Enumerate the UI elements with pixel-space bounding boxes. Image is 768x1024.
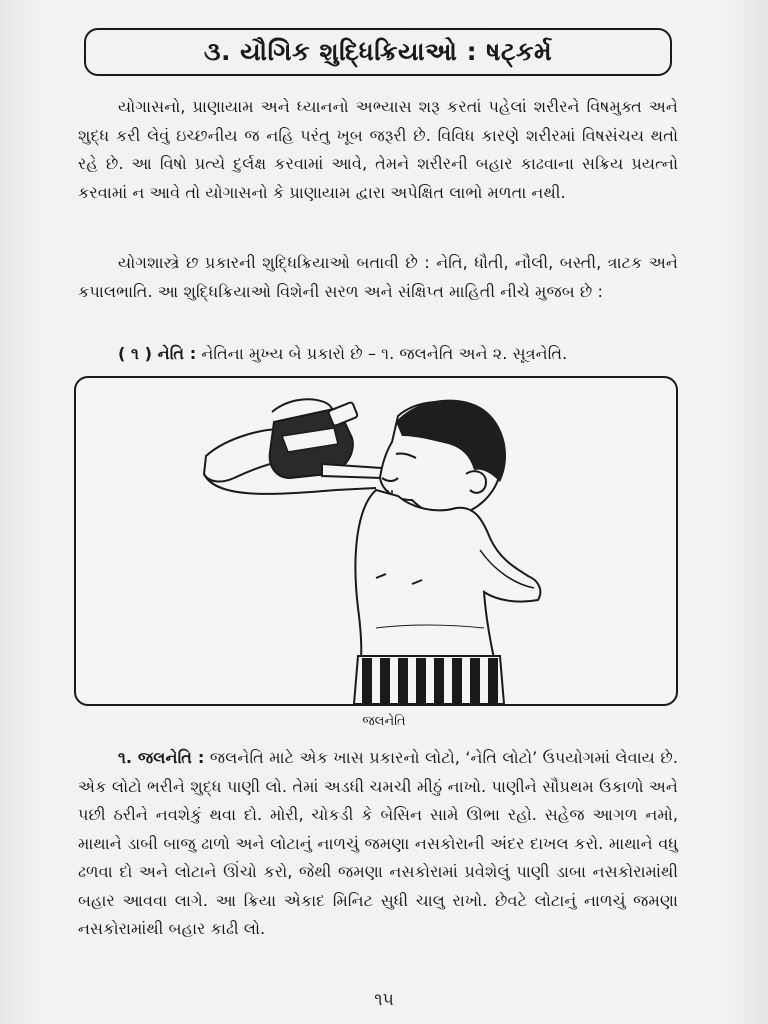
jalneti-text: જલનેતિ માટે એક ખાસ પ્રકારનો લોટો, ‘નેતિ લોટો’ ઉપયોગમાં લેવાય છે. એક લોટો ભરીને શુદ્ધ પાણી લો. તેમાં અડધી ચમચી મીઠું નાખો. પાણીને સૌપ્રથમ ઉકાળો અને પછી ઠરીને નવશેકું થવા દો. મોરી, ચોકડી કે બેસિન સામે ઊભા રહો. સહેજ આગળ નમો, માથાને ડાબી બાજુ ઢાળો અને લોટાનું નાળચું જમણા નસકોરાની અંદર દાખલ કરો. માથાને વધુ ઢળવા દો અને લોટાને ઊંચો કરો, જેથી જમણા નસકોરામાં પ્રવેશેલું પાણી ડાબા નસકોરામાંથી બહાર આવવા લાગે. આ ક્રિયા એકાદ મિનિટ સુધી ચાલુ રાખો. છેવટે લોટાનું નાળચું જમણા નસકોરામાંથી બહાર કાઢી લો. xyxy=(78,748,678,938)
jalneti-label: ૧. જલનેતિ : xyxy=(118,748,205,767)
page-number: ૧૫ xyxy=(374,990,394,1010)
neti-intro-line xyxy=(118,340,678,368)
jalneti-paragraph xyxy=(78,744,678,944)
types-paragraph: યોગશાસ્ત્રે છ પ્રકારની શુદ્ધિક્રિયાઓ બતાવી છે : નેતિ, ધૌતી, નૌલી, બસ્તી, ત્રાટક અને કપાલભાતિ. આ શુદ્ધિક્રિયાઓ વિશેની સરળ અને સંક્ષિપ્ત માહિતી નીચે મુજબ છે : xyxy=(78,253,678,301)
chapter-title: ૩. યૌગિક શુદ્ધિક્રિયાઓ : ષટ્કર્મ xyxy=(203,37,553,66)
jalneti-illustration-box xyxy=(74,376,678,706)
chapter-title-box xyxy=(84,28,672,76)
jalneti-illustration xyxy=(76,378,676,704)
intro-paragraph: યોગાસનો, પ્રાણાયામ અને ધ્યાનનો અભ્યાસ શરૂ કરતાં પહેલાં શરીરને વિષમુક્ત અને શુદ્ધ કરી લેવું ઇચ્છનીય જ નહિ પરંતુ ખૂબ જરૂરી છે. વિવિધ કારણે શરીરમાં વિષસંચય થતો રહે છે. આ વિષો પ્રત્યે દુર્લક્ષ કરવામાં આવે, તેમને શરીરની બહાર કાઢવાના સક્રિય પ્રયત્નો કરવામાં ન આવે તો યોગાસનો કે પ્રાણાયામ દ્વારા અપેક્ષિત લાભો મળતા નથી. xyxy=(78,97,678,202)
torso xyxy=(355,490,540,668)
striped-shorts xyxy=(354,656,504,704)
figure-caption: જલનેતિ xyxy=(362,714,406,729)
neti-text: નેતિના મુખ્ય બે પ્રકારો છે – ૧. જલનેતિ અને ૨. સૂત્રનેતિ. xyxy=(201,344,568,363)
neti-label: ( ૧ ) નેતિ : xyxy=(118,344,197,363)
